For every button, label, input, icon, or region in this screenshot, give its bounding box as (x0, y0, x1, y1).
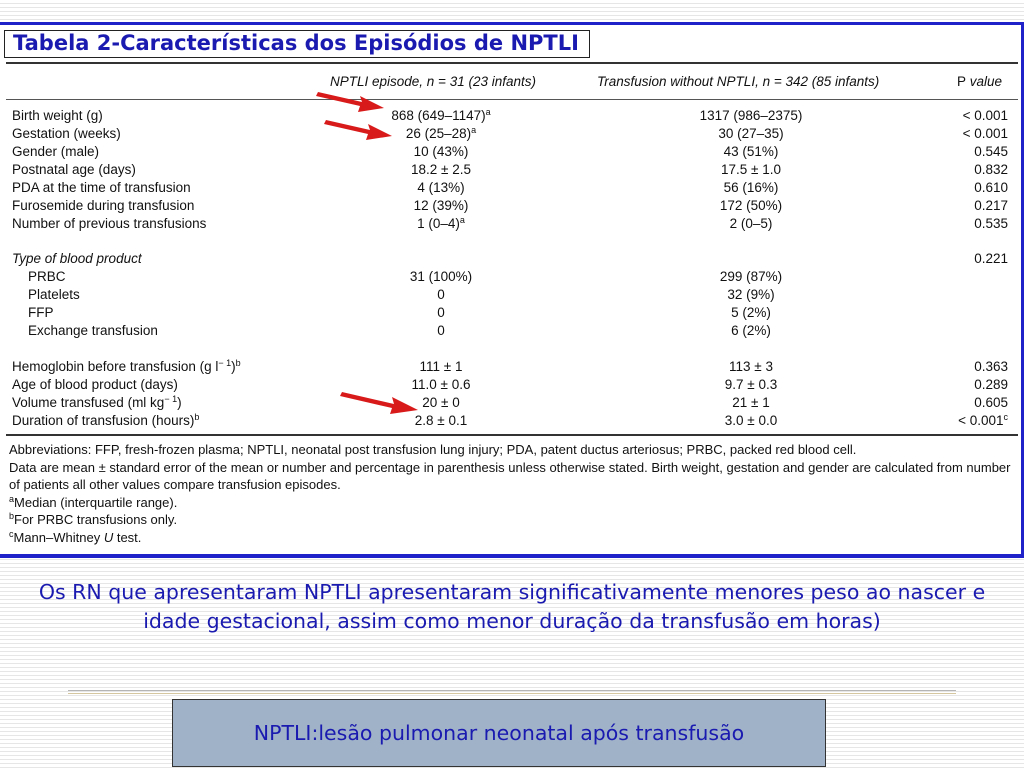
abbreviations-note: Abbreviations: FFP, fresh-frozen plasma; NPTLI, neonatal post transfusion lung injury; PDA, patent ductus arteriosus; PRBC, packed red blood cell. (9, 442, 857, 457)
p-letter: P (957, 74, 967, 89)
row-label: Hemoglobin before transfusion (g $l^{- 1})^b$ (12, 358, 241, 374)
p-value-header-text: value (966, 74, 1003, 89)
p-value: 0.221 (974, 251, 1008, 266)
column-header-nptli: NPTLI episode, n = 31 (23 infants) (330, 74, 536, 89)
no-nptli-value: 32 (9%) (727, 287, 775, 302)
no-nptli-value: 113 ± 3 (729, 359, 773, 374)
row-label: Exchange transfusion (28, 323, 158, 338)
p-value: < 0.001 (962, 108, 1008, 123)
nptli-value: 4 (13%) (417, 180, 465, 195)
table-top-rule (6, 62, 1018, 64)
p-value: 0.289 (974, 377, 1008, 392)
column-header-no-nptli: Transfusion without NPTLI, n = 342 (85 infants) (597, 74, 880, 89)
definition-text: NPTLI:lesão pulmonar neonatal após transfusão (253, 721, 745, 745)
row-label: FFP (28, 305, 54, 320)
row-label: Type of blood product (12, 251, 142, 266)
no-nptli-value: 1317 (986–2375) (699, 108, 803, 123)
nptli-value: 2.8 ± 0.1 (414, 413, 468, 428)
p-value: 0.217 (974, 198, 1008, 213)
nptli-value: 11.0 ± 0.6 (411, 377, 471, 392)
column-header-p-value (957, 74, 1002, 90)
nptli-value: 20 ± 0 (422, 395, 460, 410)
p-value: 0.832 (974, 162, 1008, 177)
data-note: Data are mean ± standard error of the mean or number and percentage in parenthesis unless otherwise stated. Birth weight, gestation and gender are calculated from number of patients all other values compare transfusion episodes. (9, 459, 1011, 492)
footnote-b: $^b$For PRBC transfusions only. (9, 511, 178, 527)
nptli-value: 10 (43%) (413, 144, 469, 159)
row-label: Duration of transfusion (hours)$^b$ (12, 412, 200, 428)
p-value: 0.535 (974, 216, 1008, 231)
table-footnotes (9, 441, 1015, 546)
row-label: Gender (male) (12, 144, 100, 159)
table-bottom-rule (6, 434, 1018, 436)
row-label: Furosemide during transfusion (12, 198, 195, 213)
footnote-a: $^a$Median (interquartile range). (9, 493, 178, 510)
no-nptli-value: 3.0 ± 0.0 (724, 413, 778, 428)
nptli-value: 0 (437, 287, 445, 302)
red-arrow-icon (324, 112, 394, 142)
p-value: < 0.001 (962, 126, 1008, 141)
nptli-value: 0 (437, 305, 445, 320)
row-label: Age of blood product (days) (12, 377, 178, 392)
row-label: PRBC (28, 269, 66, 284)
no-nptli-value: 299 (87%) (719, 269, 783, 284)
row-label: Platelets (28, 287, 80, 302)
slide-caption: Os RN que apresentaram NPTLI apresentaram significativamente menores peso ao nascer e idade gestacional, assim como menor duração da transfusão em horas) (38, 580, 986, 633)
no-nptli-value: 9.7 ± 0.3 (724, 377, 778, 392)
row-label: PDA at the time of transfusion (12, 180, 191, 195)
nptli-value: 1 $(0-4)^a$ (417, 215, 465, 231)
red-arrow-icon (316, 84, 386, 114)
definition-box (172, 699, 826, 767)
p-value: < 0.001$^c$ (958, 412, 1008, 428)
no-nptli-value: 43 (51%) (723, 144, 779, 159)
slide-title: Tabela 2-Características dos Episódios de NPTLI (4, 30, 590, 58)
no-nptli-value: 17.5 ± 1.0 (721, 162, 781, 177)
nptli-value: 12 (39%) (413, 198, 469, 213)
divider-line (68, 690, 956, 691)
row-label: Volume transfused (ml $kg^{- 1}$) (12, 394, 182, 410)
no-nptli-value: 2 (0–5) (729, 216, 773, 231)
p-value: 0.363 (974, 359, 1008, 374)
no-nptli-value: 30 (27–35) (718, 126, 784, 141)
p-value: 0.605 (974, 395, 1008, 410)
no-nptli-value: 6 (2%) (731, 323, 771, 338)
nptli-value: 26 $(25-28)^a$ (405, 125, 477, 141)
red-arrow-icon (340, 386, 420, 416)
no-nptli-value: 21 ± 1 (732, 395, 770, 410)
no-nptli-value: 5 (2%) (731, 305, 771, 320)
divider-line (68, 693, 956, 694)
nptli-value: 31 (100%) (409, 269, 473, 284)
nptli-value: 111 ± 1 (419, 359, 463, 374)
nptli-value: 868 $(649-1147)^a$ (391, 107, 491, 123)
footnote-c: $^c$Mann–Whitney U test. (9, 528, 142, 545)
row-label: Birth weight (g) (12, 108, 103, 123)
nptli-value: 0 (437, 323, 445, 338)
row-label: Postnatal age (days) (12, 162, 136, 177)
table-header-rule (6, 99, 1018, 100)
no-nptli-value: 56 (16%) (723, 180, 779, 195)
no-nptli-value: 172 (50%) (719, 198, 783, 213)
p-value: 0.610 (974, 180, 1008, 195)
row-label: Gestation (weeks) (12, 126, 121, 141)
p-value: 0.545 (974, 144, 1008, 159)
nptli-value: 18.2 ± 2.5 (411, 162, 471, 177)
row-label: Number of previous transfusions (12, 216, 207, 231)
